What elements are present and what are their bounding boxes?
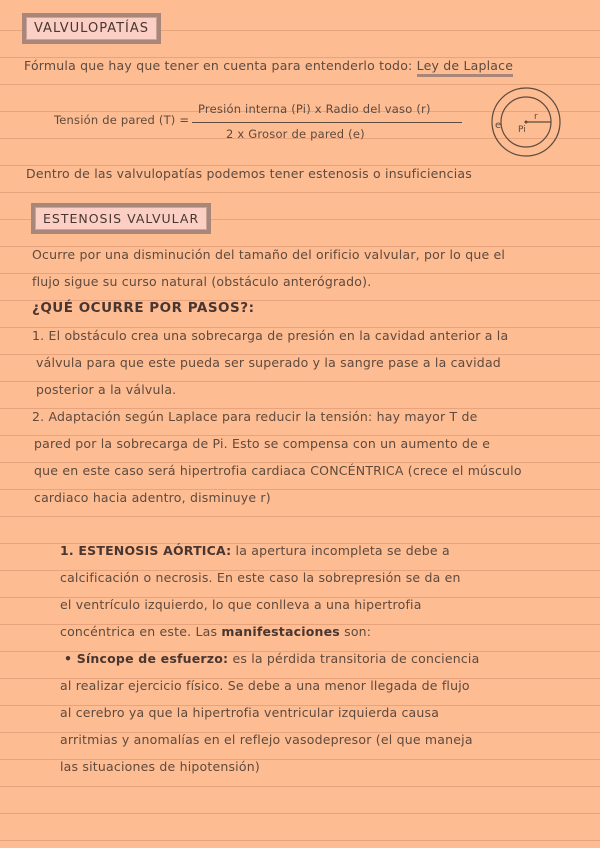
section-heading-text: ESTENOSIS VALVULAR <box>43 211 200 226</box>
step2-line: que en este caso será hipertrofia cardiaca CONCÉNTRICA (crece el músculo <box>34 463 522 478</box>
bullet-syncope <box>64 651 479 666</box>
aortic-line <box>60 543 450 558</box>
summary-line: Dentro de las valvulopatías podemos tener estenosis o insuficiencias <box>26 166 472 181</box>
center-point <box>525 121 528 124</box>
bullet-line: al realizar ejercicio físico. Se debe a una menor llegada de flujo <box>60 678 470 693</box>
aortic-line4-pre: concéntrica en este. Las <box>60 624 218 639</box>
aortic-line: el ventrículo izquierdo, lo que conlleva a una hipertrofia <box>60 597 422 612</box>
step2-line: cardiaco hacia adentro, disminuye r) <box>34 490 271 505</box>
formula-numerator: Presión interna (Pi) x Radio del vaso (r) <box>198 102 431 116</box>
label-e: e <box>495 120 502 131</box>
bullet-line: arritmias y anomalías en el reflejo vasodepresor (el que maneja <box>60 732 473 747</box>
label-pi: Pi <box>518 125 526 135</box>
formula-lhs: Tensión de pared (T) = <box>54 113 190 127</box>
step1-line: 1. El obstáculo crea una sobrecarga de presión en la cavidad anterior a la <box>32 328 509 343</box>
aortic-heading: 1. ESTENOSIS AÓRTICA: <box>60 543 232 558</box>
aortic-line1-rest: la apertura incompleta se debe a <box>235 543 450 558</box>
aortic-line4-post: son: <box>344 624 372 639</box>
page-title-text: VALVULOPATÍAS <box>34 21 150 36</box>
section-heading <box>31 203 211 234</box>
bullet-line: las situaciones de hipotensión) <box>60 759 260 774</box>
intro-line <box>24 58 513 73</box>
fraction-line <box>192 122 462 123</box>
label-r: r <box>534 112 538 122</box>
page-title <box>22 13 161 44</box>
laplace-highlight: Ley de Laplace <box>417 58 513 77</box>
step2-line: pared por la sobrecarga de Pi. Esto se compensa con un aumento de e <box>34 436 491 451</box>
section-line: Ocurre por una disminución del tamaño del orificio valvular, por lo que el <box>32 247 506 262</box>
step2-line: 2. Adaptación según Laplace para reducir la tensión: hay mayor T de <box>32 409 478 424</box>
bullet-line: al cerebro ya que la hipertrofia ventricular izquierda causa <box>60 705 440 720</box>
formula-denominator: 2 x Grosor de pared (e) <box>226 127 365 141</box>
aortic-line <box>60 624 371 639</box>
aortic-line: calcificación o necrosis. En este caso la sobrepresión se da en <box>60 570 461 585</box>
intro-text: Fórmula que hay que tener en cuenta para entenderlo todo: <box>24 58 413 73</box>
section-line: flujo sigue su curso natural (obstáculo anterógrado). <box>32 274 372 289</box>
steps-question: ¿QUÉ OCURRE POR PASOS?: <box>32 300 255 316</box>
syncope-label: • Síncope de esfuerzo: <box>64 651 229 666</box>
step1-line: posterior a la válvula. <box>36 382 177 397</box>
step1-line: válvula para que este pueda ser superado y la sangre pase a la cavidad <box>36 355 501 370</box>
vessel-diagram <box>488 86 564 158</box>
syncope-rest: es la pérdida transitoria de conciencia <box>232 651 480 666</box>
manifestations-label: manifestaciones <box>221 624 340 639</box>
